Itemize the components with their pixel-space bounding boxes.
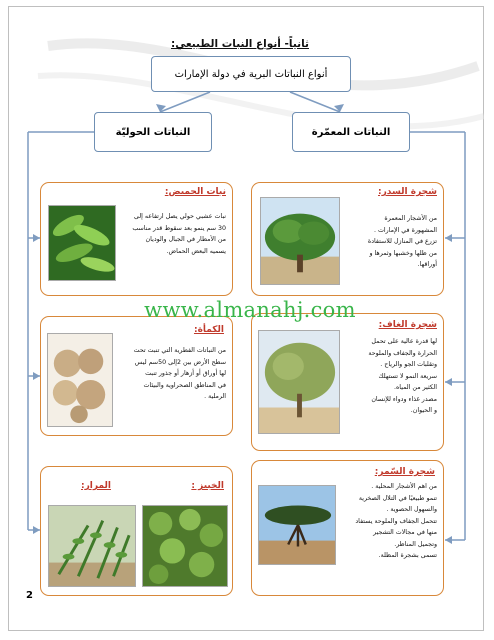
category-perennial-box <box>292 112 410 152</box>
text-line: من اهم الأشجار المحلية . <box>371 483 437 490</box>
card-humaid-title: نبات الحميض: <box>164 187 226 197</box>
text-line: 30 سم ينمو بعد سقوط قدر مناسب <box>132 224 226 232</box>
text-line: وتجميل المناظر. <box>394 540 437 548</box>
card-samr-text <box>341 481 437 562</box>
text-line: الرملية . <box>204 393 226 400</box>
text-line: تزرع في المنازل للاستفادة <box>367 238 437 245</box>
text-line: أوراقها. <box>417 261 437 268</box>
text-line: سريعة النمو لا تستهلك <box>378 372 437 380</box>
text-line: من ظلها وخشبها وثمرها و <box>369 249 437 257</box>
khubbaiz-plant-photo <box>142 505 228 587</box>
card-kamaa-title: الكمأة: <box>193 325 224 335</box>
card-kamaa <box>40 316 233 436</box>
page-number: 2 <box>26 590 33 601</box>
card-samr <box>251 460 444 596</box>
sidr-tree-photo <box>260 197 340 285</box>
category-annual-box <box>94 112 212 152</box>
text-line: نبات عشبي حولي يصل ارتفاعه إلى <box>133 213 226 220</box>
text-line: سطح الأرض بين 2إلى 50سم ليس <box>134 358 226 366</box>
text-line: منها في مجالات التشجير <box>373 529 437 536</box>
samr-tree-photo <box>258 485 336 565</box>
text-line: المشهورة في الإمارات . <box>373 226 437 234</box>
text-line: في المناطق الصحراوية والبيئات <box>143 381 226 389</box>
card-sidr-text <box>349 213 437 271</box>
card-khubbaiz-title: الخبيز : <box>191 481 224 491</box>
text-line: تنمو طبيعيًا في التلال الصخرية <box>358 494 437 502</box>
text-line: من الأمطار في الجبال والوديان <box>145 236 226 243</box>
text-line: تتحمل الجفاف والملوحة يستفاد <box>355 517 437 525</box>
card-humaid <box>40 182 233 296</box>
category-perennial-label: النباتات المعمّرة <box>311 126 391 138</box>
murar-plant-photo <box>48 505 136 587</box>
text-line: من النباتات الفطرية التي تنبت تحت <box>133 347 226 354</box>
card-humaid-text <box>120 211 226 257</box>
text-line: الكثير من المياه. <box>393 384 437 391</box>
card-murar-title: المرار: <box>81 481 111 491</box>
card-ghaf-title: شجرة الغاف: <box>378 320 437 330</box>
text-line: من الأشجار المعمرة <box>384 215 437 222</box>
text-line: يسميه البعض الحماض. <box>166 247 226 255</box>
kamaa-truffle-photo <box>47 333 113 427</box>
card-ghaf-text <box>345 336 437 417</box>
text-line: تسمى بشجرة المظلة. <box>378 552 437 559</box>
ghaf-tree-photo <box>258 330 340 434</box>
text-line: و الحيوان. <box>410 407 437 414</box>
card-sidr-title: شجرة السدر: <box>378 187 437 197</box>
watermark: www.almanahj.com <box>144 298 356 322</box>
text-line: والسهول الحصوية . <box>386 506 437 513</box>
section-heading: ثانياً- أنواع النبات الطبيعي: <box>171 38 309 50</box>
text-line: لها أوراق أو أزهار أو جذور تنبت <box>145 370 226 377</box>
main-title-box <box>151 56 351 92</box>
text-line: وتقلبات الجو والرياح . <box>380 361 437 368</box>
text-line: مصدر غذاء ودواء للإنسان <box>371 395 437 403</box>
card-samr-title: شجرة السّمر: <box>374 467 435 477</box>
text-line: الحرارة والجفاف والملوحة <box>368 349 437 357</box>
text-line: لها قدرة عالية على تحمل <box>371 338 437 345</box>
category-annual-label: النباتات الحوليّة <box>115 126 191 138</box>
card-kamaa-text <box>116 345 226 403</box>
card-ghaf <box>251 313 444 451</box>
card-sidr <box>251 182 444 296</box>
card-khubbaiz-murar <box>40 466 233 596</box>
main-title: أنواع النباتات البرية في دولة الإمارات <box>174 68 328 80</box>
humaid-plant-photo <box>48 205 116 281</box>
